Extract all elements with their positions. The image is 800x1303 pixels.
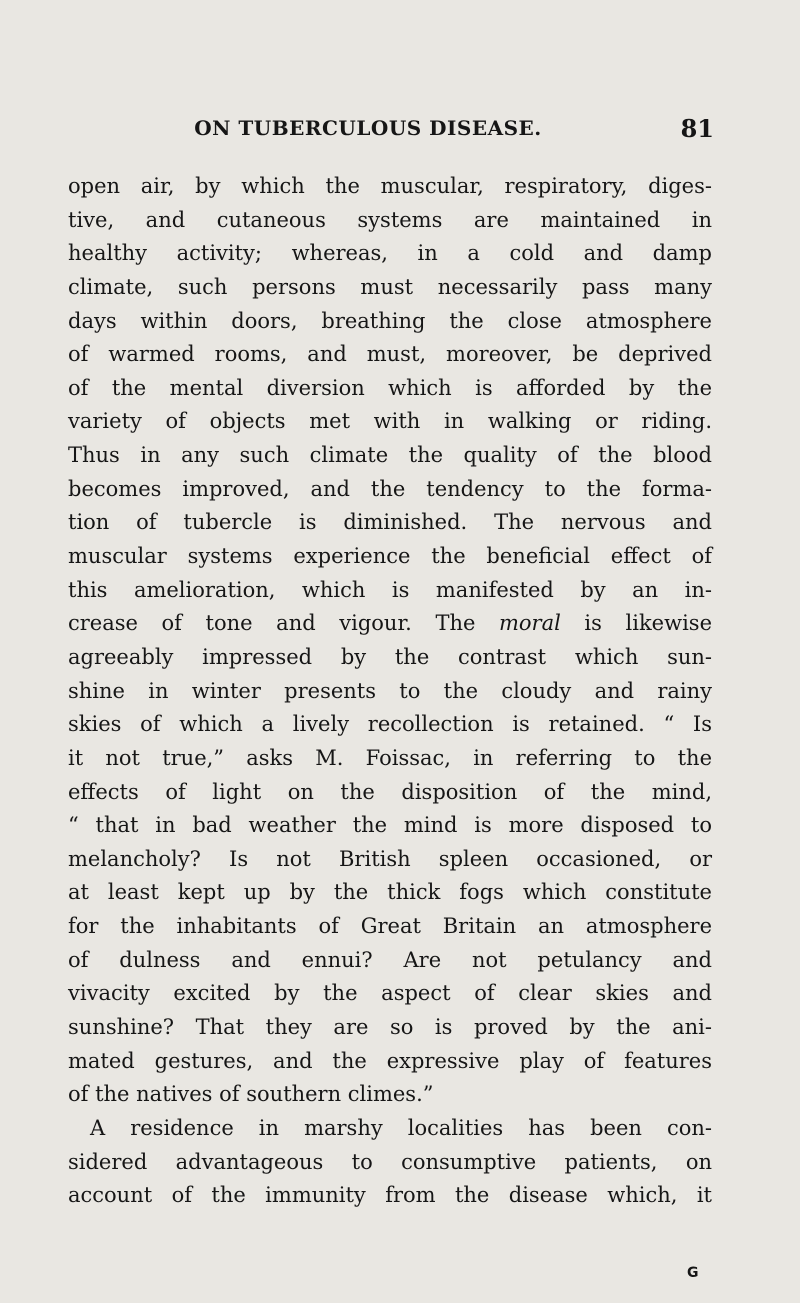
italic-word: moral xyxy=(499,611,561,636)
signature-mark: G xyxy=(687,1265,699,1281)
text-line: effects of light on the disposition of the mind, xyxy=(68,779,712,804)
text-line: variety of objects met with in walking or riding. xyxy=(68,409,712,434)
text-line: of the mental diversion which is afforded by the xyxy=(68,375,712,400)
text-line: agreeably impressed by the contrast which sun- xyxy=(68,644,712,669)
running-head-title: ON TUBERCULOUS DISEASE. xyxy=(194,116,542,140)
text-line: this amelioration, which is manifested by an in- xyxy=(68,577,712,602)
text-line: of warmed rooms, and must, moreover, be deprived xyxy=(68,342,712,367)
text-line-paragraph-end: of the natives of southern climes.” xyxy=(68,1082,434,1107)
text-line: sunshine? That they are so is proved by the ani- xyxy=(68,1015,712,1040)
text-line: muscular systems experience the beneficial effect of xyxy=(68,544,712,569)
running-head xyxy=(68,114,714,148)
text-line: it not true,” asks M. Foissac, in referring to the xyxy=(68,745,712,770)
text-line-paragraph-start: A residence in marshy localities has been con- xyxy=(90,1115,712,1140)
text-segment: crease of tone and vigour. The xyxy=(68,611,499,636)
text-line: “ that in bad weather the mind is more disposed to xyxy=(68,813,712,838)
text-line: days within doors, breathing the close atmosphere xyxy=(68,308,712,333)
text-line-with-italic xyxy=(68,607,712,641)
text-line: healthy activity; whereas, in a cold and damp xyxy=(68,241,712,266)
text-line: at least kept up by the thick fogs which constitute xyxy=(68,880,712,905)
text-line: account of the immunity from the disease which, it xyxy=(68,1183,712,1208)
text-line: melancholy? Is not British spleen occasioned, or xyxy=(68,846,712,871)
text-line: becomes improved, and the tendency to the forma- xyxy=(68,476,712,501)
text-line: skies of which a lively recollection is retained. “ Is xyxy=(68,712,712,737)
text-line: Thus in any such climate the quality of the blood xyxy=(68,443,712,468)
body-text xyxy=(68,170,712,1213)
text-line: tive, and cutaneous systems are maintained in xyxy=(68,207,712,232)
text-line: climate, such persons must necessarily pass many xyxy=(68,274,712,299)
page-number: 81 xyxy=(680,114,714,143)
text-segment: is likewise xyxy=(560,611,713,636)
text-line: mated gestures, and the expressive play of features xyxy=(68,1048,712,1073)
text-line: vivacity excited by the aspect of clear skies and xyxy=(68,981,712,1006)
text-line: sidered advantageous to consumptive patients, on xyxy=(68,1149,712,1174)
text-line: of dulness and ennui? Are not petulancy and xyxy=(68,947,712,972)
text-line: open air, by which the muscular, respiratory, diges- xyxy=(68,174,712,198)
text-line: tion of tubercle is diminished. The nervous and xyxy=(68,510,712,535)
text-line: shine in winter presents to the cloudy and rainy xyxy=(68,678,712,703)
text-line: for the inhabitants of Great Britain an atmosphere xyxy=(68,914,712,939)
